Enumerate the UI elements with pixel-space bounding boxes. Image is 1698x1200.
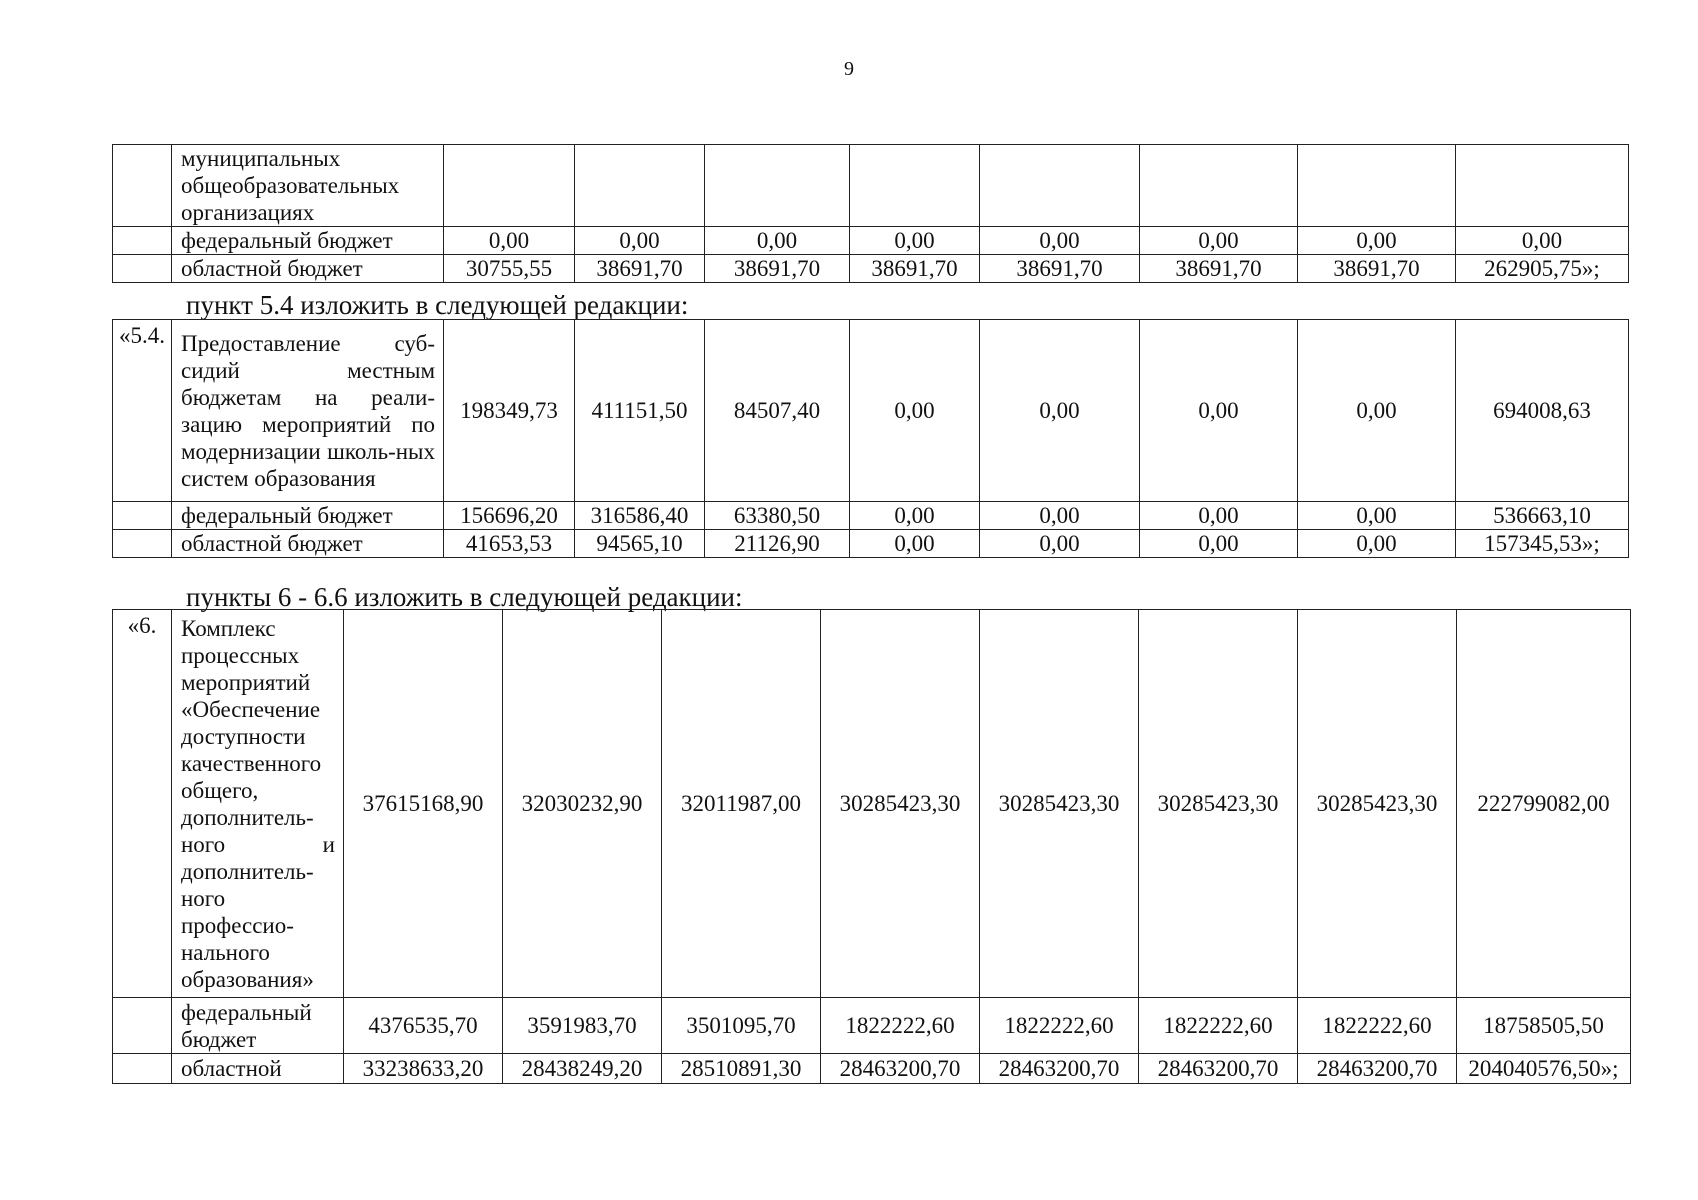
year-value-cell: 28463200,70: [1139, 1054, 1298, 1084]
table-row: [113, 502, 1629, 530]
total-value-cell: 157345,53»;: [1456, 530, 1629, 558]
row-name-cell: Предоставление суб-сидий местным бюджетам на реали-зацию мероприятий по модернизации школь-ных систем образования: [172, 320, 444, 502]
table-row: [113, 145, 1629, 227]
row-name-cell: областной: [172, 1054, 344, 1084]
row-number-cell: [113, 998, 172, 1054]
year-value-cell: 1822222,60: [1139, 998, 1298, 1054]
budget-table-item-5-4: [112, 319, 1629, 558]
table-row: [113, 998, 1631, 1054]
year-value-cell: 198349,73: [444, 320, 575, 502]
year-value-cell: 38691,70: [1298, 255, 1456, 283]
row-name-cell: областной бюджет: [172, 530, 444, 558]
table3-body: [113, 610, 1631, 1084]
year-value-cell: 0,00: [1140, 530, 1298, 558]
year-value-cell: 41653,53: [444, 530, 575, 558]
total-value-cell: 0,00: [1456, 227, 1629, 255]
year-value-cell: 30285423,30: [821, 610, 980, 998]
year-value-cell: 1822222,60: [821, 998, 980, 1054]
year-value-cell: 0,00: [1140, 227, 1298, 255]
year-value-cell: 0,00: [850, 320, 980, 502]
year-value-cell: 38691,70: [980, 255, 1140, 283]
row-number-cell: [113, 255, 172, 283]
row-name-cell: федеральный бюджет: [172, 227, 444, 255]
table-row: [113, 610, 1631, 998]
table-row: [113, 530, 1629, 558]
row-number-cell: [113, 227, 172, 255]
year-value-cell: 1822222,60: [980, 998, 1139, 1054]
instruction-item-5-4: пункт 5.4 изложить в следующей редакции:: [186, 290, 689, 320]
row-number-cell: [113, 145, 172, 227]
year-value-cell: 28438249,20: [503, 1054, 662, 1084]
year-value-cell: 0,00: [1140, 502, 1298, 530]
row-name-cell: муниципальных общеобразовательных организациях: [172, 145, 444, 227]
row-number-cell: [113, 1054, 172, 1084]
page-number: 9: [844, 58, 854, 80]
table-row: [113, 1054, 1631, 1084]
year-value-cell: 30285423,30: [980, 610, 1139, 998]
year-value-cell: 156696,20: [444, 502, 575, 530]
total-value-cell: 204040576,50»;: [1457, 1054, 1631, 1084]
year-value-cell: 38691,70: [705, 255, 850, 283]
year-value-cell: [444, 145, 575, 227]
year-value-cell: 30755,55: [444, 255, 575, 283]
year-value-cell: 37615168,90: [344, 610, 503, 998]
year-value-cell: 0,00: [1298, 227, 1456, 255]
year-value-cell: 0,00: [980, 227, 1140, 255]
year-value-cell: 63380,50: [705, 502, 850, 530]
year-value-cell: 0,00: [850, 530, 980, 558]
year-value-cell: 38691,70: [575, 255, 705, 283]
row-name-cell: федеральный бюджет: [172, 998, 344, 1054]
total-value-cell: 18758505,50: [1457, 998, 1631, 1054]
table-row: [113, 255, 1629, 283]
year-value-cell: 30285423,30: [1139, 610, 1298, 998]
year-value-cell: [1140, 145, 1298, 227]
year-value-cell: 38691,70: [850, 255, 980, 283]
year-value-cell: 0,00: [980, 530, 1140, 558]
year-value-cell: 84507,40: [705, 320, 850, 502]
table-row: [113, 320, 1629, 502]
row-number-cell: «5.4.: [113, 320, 172, 502]
year-value-cell: 0,00: [980, 320, 1140, 502]
year-value-cell: [575, 145, 705, 227]
instruction-items-6-6-6: пункты 6 - 6.6 изложить в следующей редакции:: [186, 582, 743, 612]
year-value-cell: 411151,50: [575, 320, 705, 502]
year-value-cell: 0,00: [705, 227, 850, 255]
budget-table-item-6: [112, 609, 1631, 1084]
year-value-cell: 28463200,70: [1298, 1054, 1457, 1084]
year-value-cell: 4376535,70: [344, 998, 503, 1054]
year-value-cell: 28510891,30: [662, 1054, 821, 1084]
row-name-cell: Комплекс процессных мероприятий «Обеспечение доступности качественного общего, дополнитель-ного и дополнитель-ного профессио-нального образования»: [172, 610, 344, 998]
year-value-cell: 0,00: [1298, 530, 1456, 558]
year-value-cell: 0,00: [575, 227, 705, 255]
year-value-cell: [850, 145, 980, 227]
year-value-cell: 28463200,70: [980, 1054, 1139, 1084]
year-value-cell: 0,00: [850, 227, 980, 255]
year-value-cell: 3501095,70: [662, 998, 821, 1054]
row-name-cell: областной бюджет: [172, 255, 444, 283]
year-value-cell: 1822222,60: [1298, 998, 1457, 1054]
year-value-cell: 33238633,20: [344, 1054, 503, 1084]
year-value-cell: 30285423,30: [1298, 610, 1457, 998]
table2-body: [113, 320, 1629, 558]
total-value-cell: [1456, 145, 1629, 227]
year-value-cell: 0,00: [1140, 320, 1298, 502]
year-value-cell: 3591983,70: [503, 998, 662, 1054]
budget-table-continuation: [112, 144, 1629, 283]
year-value-cell: 0,00: [1298, 320, 1456, 502]
row-number-cell: [113, 530, 172, 558]
table-row: [113, 227, 1629, 255]
year-value-cell: 0,00: [980, 502, 1140, 530]
year-value-cell: 0,00: [1298, 502, 1456, 530]
year-value-cell: 316586,40: [575, 502, 705, 530]
total-value-cell: 222799082,00: [1457, 610, 1631, 998]
row-number-cell: [113, 502, 172, 530]
year-value-cell: 28463200,70: [821, 1054, 980, 1084]
year-value-cell: 94565,10: [575, 530, 705, 558]
year-value-cell: 0,00: [444, 227, 575, 255]
total-value-cell: 536663,10: [1456, 502, 1629, 530]
year-value-cell: 32030232,90: [503, 610, 662, 998]
table1-body: [113, 145, 1629, 283]
year-value-cell: 0,00: [850, 502, 980, 530]
year-value-cell: 38691,70: [1140, 255, 1298, 283]
year-value-cell: 32011987,00: [662, 610, 821, 998]
year-value-cell: 21126,90: [705, 530, 850, 558]
year-value-cell: [705, 145, 850, 227]
row-name-cell: федеральный бюджет: [172, 502, 444, 530]
year-value-cell: [1298, 145, 1456, 227]
year-value-cell: [980, 145, 1140, 227]
total-value-cell: 694008,63: [1456, 320, 1629, 502]
total-value-cell: 262905,75»;: [1456, 255, 1629, 283]
row-number-cell: «6.: [113, 610, 172, 998]
